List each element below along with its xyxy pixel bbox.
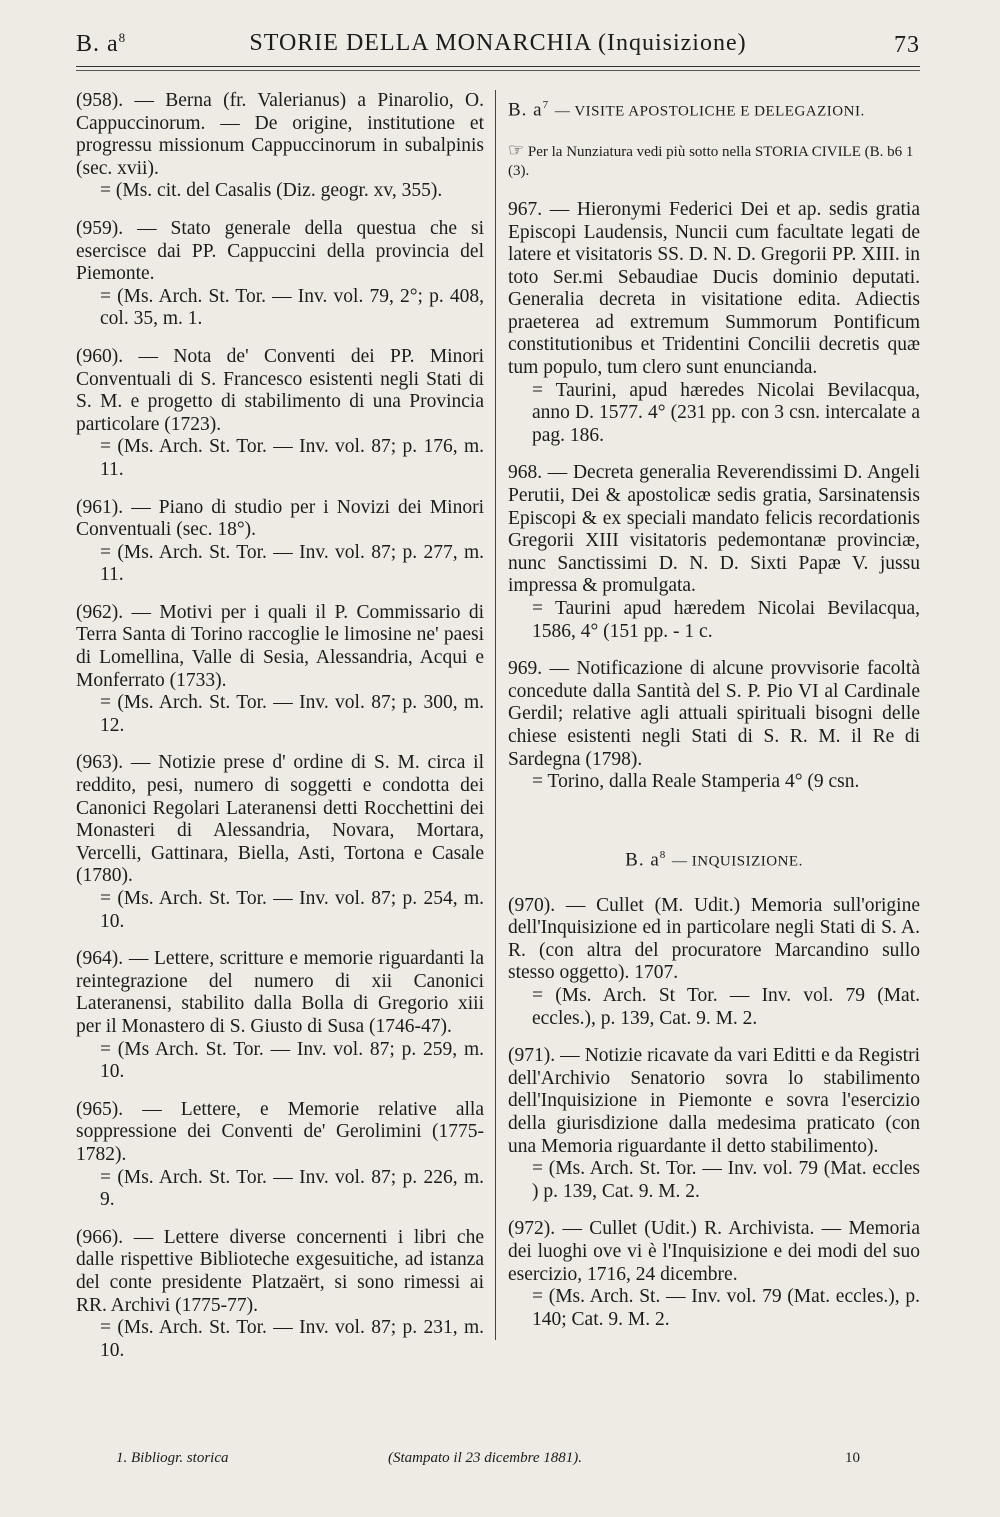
entry-number: (970). — [508, 894, 556, 916]
entry-reference: = (Ms. Arch. St. Tor. — Inv. vol. 87; p. 300, m. 12. — [100, 692, 484, 736]
footer-sheet-number: 10 — [845, 1450, 860, 1466]
entry-number: 969. — [508, 658, 543, 680]
entry-number: (971). — [508, 1045, 556, 1067]
entry-reference: = (Ms. Arch. St. Tor. — Inv. vol. 79, 2°; p. 408, col. 35, m. 1. — [100, 285, 484, 330]
entry-reference: = (Ms. cit. del Casalis (Diz. geogr. xv, 355). — [100, 180, 443, 202]
entry-description: — Notizie ricavate da vari Editti e da Registri dell'Archivio Senatorio sovra lo stabilimento dell'Inquisizione in Piemonte e sovra l'esercizio della giurisdizione dalla medesima praticato (con una Memoria riguardante il detto stabilimento). — [508, 1045, 920, 1157]
bibliography-entry — [508, 895, 920, 1031]
entry-description: — Lettere, scritture e memorie riguardanti la reintegrazione del numero di xii Canonici Lateranensi, stabilito dalla Bolla di Gregorio xiii per il Monastero di S. Giusto di Susa (1746-47). — [76, 948, 484, 1037]
bibliography-entry — [508, 199, 920, 448]
entry-description: — Decreta generalia Reverendissimi D. Angeli Perutii, Dei & apostolicæ sedis gratia, Sarsinatensis Episcopi & ex speciali mandato felicis recordationis Gregorii XIII visitatoris pedemontanæ provinciæ, nunc Sanctissimi D. N. D. Sixti Papæ V. jussu impressa & promulgata. — [508, 462, 920, 597]
entry-number: (965). — [76, 1098, 124, 1120]
right-column — [508, 90, 920, 1346]
entry-reference: = (Ms. Arch. St. Tor. — Inv. vol. 79 (Mat. eccles ) p. 139, Cat. 9. M. 2. — [532, 1158, 920, 1202]
entry-description: — Nota de' Conventi dei PP. Minori Conventuali di S. Francesco esistenti negli Stati di S. M. e progetto di stabilimento di una Provincia particolare (1723). — [76, 345, 485, 435]
section-mark: B. $a^8$ — [76, 30, 127, 57]
entry-description: — Piano di studio per i Novizi dei Minori Conventuali (sec. 18°). — [76, 496, 485, 541]
bibliography-entry — [508, 462, 920, 643]
entry-reference: = Taurini, apud hæredes Nicolai Bevilacqua, anno D. 1577. 4° (231 pp. con 3 csn. intercalate a pag. 186. — [532, 379, 920, 446]
entry-number: (972). — [508, 1218, 556, 1240]
entry-description: — Berna (fr. Valerianus) a Pinarolio, O. Cappuccinorum. — De origine, institutione et progressu missionum Cappuccinorum in subalpinis (sec. xvii). — [76, 90, 485, 179]
entry-reference: = (Ms. Arch. St. Tor. — Inv. vol. 87; p. 231, m. 10. — [100, 1317, 484, 1361]
running-header — [76, 30, 920, 66]
footer-signature: 1. Bibliogr. storica — [116, 1450, 229, 1466]
entry-description: — Notificazione di alcune provvisorie facoltà concedute dalla Santità del S. P. Pio VI al Cardinale Gerdil; relative agli attuali spirituali bisogni delle chiese esistenti negli Stati di S. R. M. il Re di Sardegna (1798). — [508, 658, 920, 770]
section-heading-visite: B. $a^7$ — VISITE APOSTOLICHE E DELEGAZIONI. — [508, 99, 865, 121]
bibliography-entry — [76, 752, 484, 933]
bibliography-entry — [508, 658, 920, 794]
left-column — [76, 90, 484, 1377]
entry-number: (964). — [76, 948, 124, 970]
entry-reference: = Taurini apud hæredem Nicolai Bevilacqua, 1586, 4° (151 pp. - 1 c. — [532, 598, 920, 642]
entry-reference: = (Ms. Arch. St. Tor. — Inv. vol. 87; p. 277, m. 11. — [100, 541, 484, 586]
entry-reference: = (Ms. Arch. St Tor. — Inv. vol. 79 (Mat. eccles.), p. 139, Cat. 9. M. 2. — [532, 985, 920, 1029]
entry-number: 967. — [508, 198, 543, 220]
column-divider — [495, 90, 496, 1340]
bibliography-entry — [76, 218, 484, 331]
header-rule-double — [76, 70, 920, 71]
entry-reference: = Torino, dalla Reale Stamperia 4° (9 csn. — [532, 771, 860, 793]
entry-reference: = (Ms. Arch. St. — Inv. vol. 79 (Mat. eccles.), p. 140; Cat. 9. M. 2. — [532, 1286, 920, 1330]
cross-reference-note: ☞ Per la Nunziatura vedi più sotto nella STORIA CIVILE (B. b6 1 (3). — [508, 139, 914, 179]
entry-number: (962). — [76, 601, 124, 623]
entry-description: — Lettere, e Memorie relative alla soppressione dei Conventi de' Gerolimini (1775-1782). — [76, 1098, 484, 1165]
entry-number: 968. — [508, 462, 543, 484]
page-number: 73 — [894, 32, 920, 58]
bibliography-entry — [76, 346, 484, 482]
header-rule — [76, 66, 920, 67]
entry-description: — Cullet (M. Udit.) Memoria sull'origine dell'Inquisizione ed in particolare negli Stati di S. A. R. (con altra del procuratore Marcandino sullo stesso oggetto). 1707. — [508, 894, 921, 984]
bibliography-entry — [76, 948, 484, 1084]
entry-description: — Stato generale della questua che si esercisce dai PP. Cappuccini della provincia del Piemonte. — [76, 217, 484, 285]
entry-number: (960). — [76, 345, 124, 367]
running-title: STORIE DELLA MONARCHIA (Inquisizione) — [249, 30, 747, 56]
pointing-hand-icon: ☞ — [508, 139, 525, 160]
section-heading-inquisizione: B. $a^8$ — INQUISIZIONE. — [625, 848, 803, 871]
entry-number: (963). — [76, 752, 124, 774]
bibliography-entry — [76, 1227, 484, 1363]
entry-description: — Lettere diverse concernenti i libri che dalle rispettive Biblioteche exgesuitiche, ad istanza del conte presidente Platzaërt, si sono rimessi ai RR. Archivi (1775-77). — [76, 1226, 484, 1316]
entry-reference: = (Ms. Arch. St. Tor. — Inv. vol. 87; p. 176, m. 11. — [100, 436, 484, 480]
entry-reference: = (Ms. Arch. St. Tor. — Inv. vol. 87; p. 226, m. 9. — [100, 1166, 484, 1211]
bibliography-entry — [508, 1218, 920, 1331]
bibliography-entry — [76, 1099, 484, 1212]
bibliography-entry — [76, 602, 484, 738]
entry-number: (961). — [76, 496, 124, 518]
entry-reference: = (Ms. Arch. St. Tor. — Inv. vol. 87; p. 254, m. 10. — [100, 888, 484, 932]
bibliography-entry — [508, 1045, 920, 1203]
entry-number: (959). — [76, 217, 124, 239]
entry-description: — Cullet (Udit.) R. Archivista. — Memoria dei luoghi ove vi è l'Inquisizione e dei modi del suo esercizio, 1716, 24 dicembre. — [508, 1218, 920, 1285]
entry-description: — Notizie prese d' ordine di S. M. circa il reddito, pesi, numero di soggetti e condotta dei Canonici Regolari Lateranensi detti Rocchettini dei Monasteri di Alessandria, Novara, Mortara, Vercelli, Gattinara, Biella, Asti, Tortona e Casale (1780). — [76, 752, 484, 887]
bibliography-entry — [76, 90, 484, 203]
footer-print-date: (Stampato il 23 dicembre 1881). — [388, 1450, 582, 1466]
entry-description: — Hieronymi Federici Dei et ap. sedis gratia Episcopi Laudensis, Nuncii cum facultate legati de latere et visitatoris SS. D. N. D. Gregorii PP. XIII. in toto Ser.mi Sebaudiae Ducis dominio deputati. Generalia decreta in visitatione edita. Adiectis praeterea ad extremum Summorum Pontificum constitutionibus et Tridentini Concilii decretis quæ tum populo, tum clero sunt enuncianda. — [508, 198, 920, 379]
entry-number: (958). — [76, 90, 124, 111]
bibliography-entry — [76, 497, 484, 587]
entry-number: (966). — [76, 1226, 124, 1248]
entries-visite — [508, 199, 920, 794]
entry-description: — Motivi per i quali il P. Commissario di Terra Santa di Torino raccoglie le limosine ne' paesi di Lomellina, Valle di Sesia, Alessandria, Acqui e Monferrato (1733). — [76, 601, 485, 691]
page-footer — [116, 1450, 860, 1474]
entry-reference: = (Ms Arch. St. Tor. — Inv. vol. 87; p. 259, m. 10. — [100, 1038, 484, 1083]
entries-inquisizione — [508, 895, 920, 1332]
